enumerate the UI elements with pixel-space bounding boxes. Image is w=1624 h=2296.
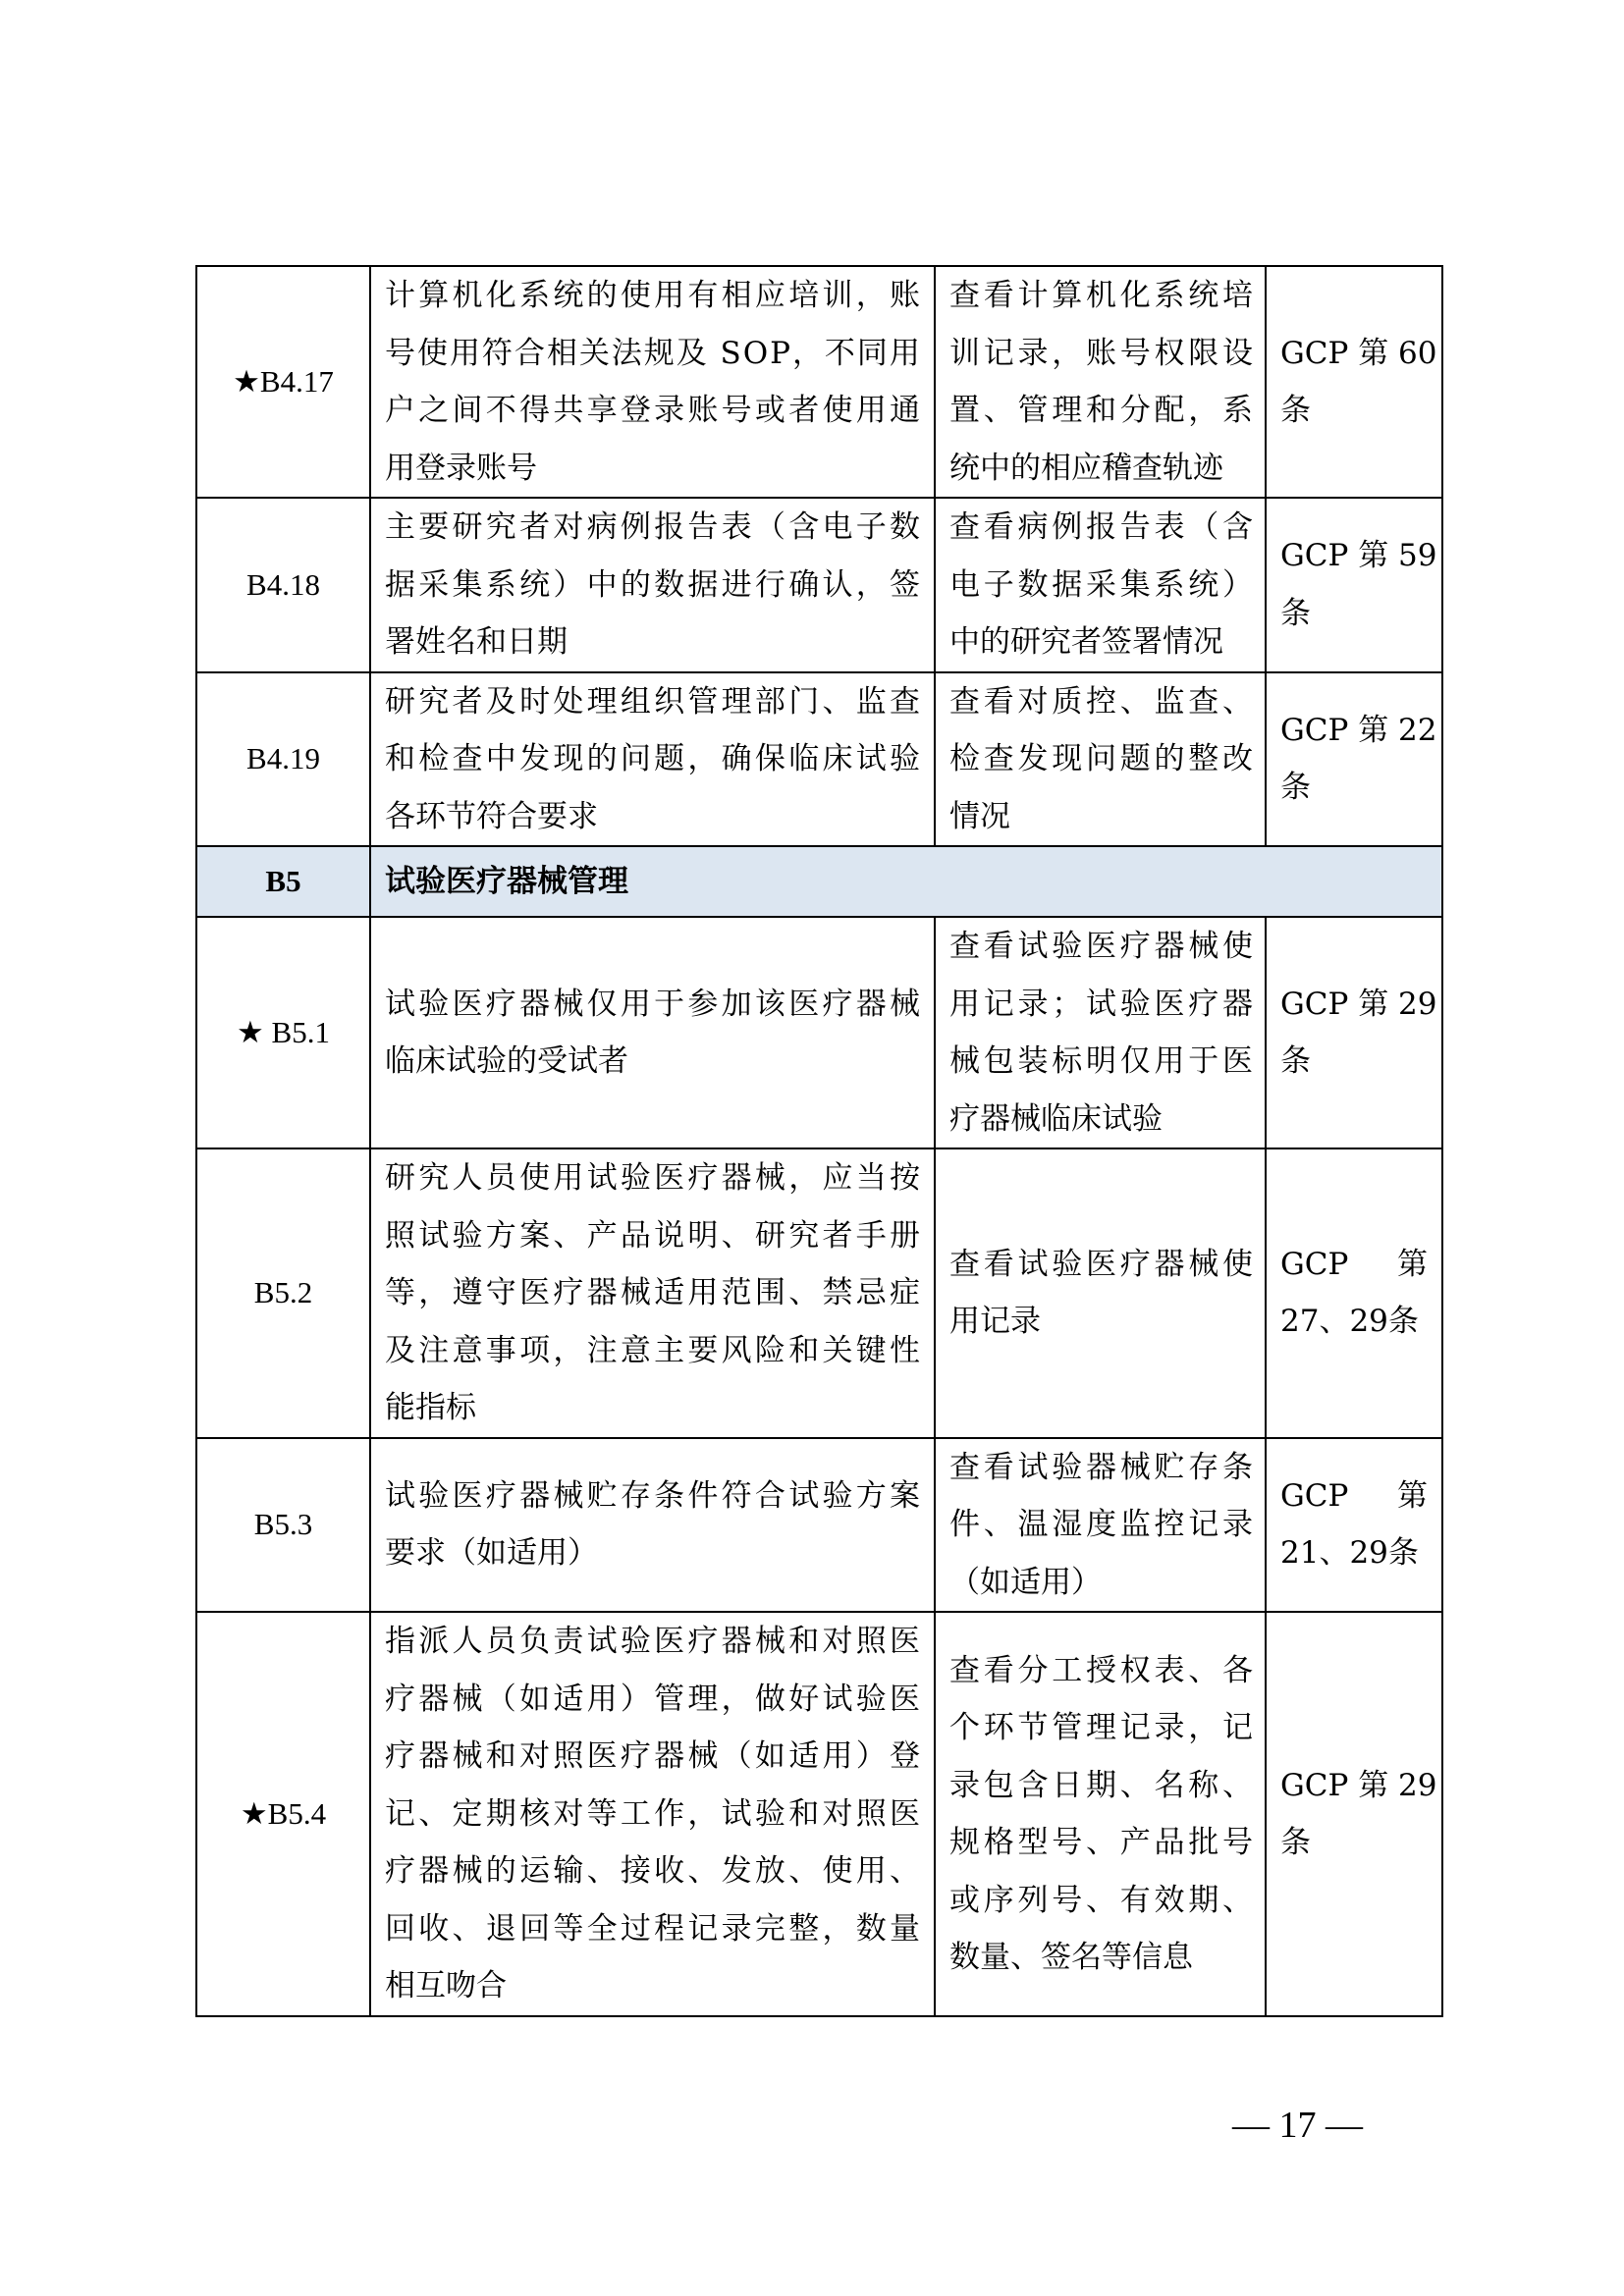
- basis-cell: [1266, 498, 1442, 672]
- requirement-line: 指 派 人 员 负 责 试 验 医 疗 器 械 和 对 照 医: [385, 1624, 920, 1660]
- method-line: 械 包 装 标 明 仅 用 于 医: [949, 1043, 1253, 1079]
- item-id: B5.2: [196, 1148, 370, 1438]
- item-id: ★ B5.1: [196, 917, 370, 1148]
- requirement-line: 临床试验的受试者: [385, 1043, 628, 1079]
- basis-cell: [1266, 672, 1442, 847]
- requirement-cell: [370, 498, 935, 672]
- checklist-table-body: [196, 266, 1442, 2016]
- requirement-line: 疗 器 械 的 运 输 、 接 收 、 发 放 、 使 用 、: [385, 1853, 920, 1890]
- method-line: 查 看 病 例 报 告 表 （ 含: [949, 509, 1253, 545]
- method-cell: [935, 498, 1266, 672]
- method-cell: [935, 1612, 1266, 2016]
- requirement-line: 要求（如适用）: [385, 1535, 598, 1572]
- basis-line: GCP 第: [1280, 1246, 1428, 1282]
- method-line: 查 看 试 验 医 疗 器 械 使: [949, 1246, 1253, 1282]
- requirement-cell: [370, 266, 935, 498]
- method-line: 电 子 数 据 采 集 系 统 ）: [949, 566, 1253, 603]
- requirement-line: 各环节符合要求: [385, 798, 598, 834]
- checklist-table: [195, 265, 1443, 2017]
- basis-line: 条: [1280, 393, 1311, 428]
- requirement-line: 记 、 定 期 核 对 等 工 作 ， 试 验 和 对 照 医: [385, 1795, 920, 1832]
- basis-line: 条: [1280, 595, 1311, 631]
- method-cell: [935, 672, 1266, 847]
- method-line: 规 格 型 号 、 产 品 批 号: [949, 1825, 1253, 1860]
- method-line: 用 记 录 ； 试 验 医 疗 器: [949, 986, 1253, 1022]
- basis-line: GCP 第 29: [1280, 1767, 1437, 1803]
- method-line: 置 、 管 理 和 分 配 ， 系: [949, 393, 1253, 428]
- section-row: [196, 846, 1442, 917]
- requirement-line: 研 究 人 员 使 用 试 验 医 疗 器 械 ， 应 当 按: [385, 1160, 920, 1196]
- method-cell: [935, 1438, 1266, 1613]
- method-line: （如适用）: [949, 1564, 1102, 1600]
- method-line: 查 看 对 质 控 、 监 查 、: [949, 683, 1253, 720]
- method-line: 录 包 含 日 期 、 名 称 、: [949, 1767, 1253, 1803]
- requirement-line: 回 收 、 退 回 等 全 过 程 记 录 完 整 ， 数 量: [385, 1910, 920, 1947]
- requirement-line: 照 试 验 方 案 、 产 品 说 明 、 研 究 者 手 册: [385, 1217, 920, 1254]
- requirement-cell: [370, 1148, 935, 1438]
- basis-cell: [1266, 1148, 1442, 1438]
- requirement-cell: [370, 672, 935, 847]
- requirement-line: 号 使 用 符 合 相 关 法 规 及 S O P ， 不 同 用: [385, 335, 920, 371]
- basis-line: GCP 第 60: [1280, 335, 1437, 371]
- section-id: B5: [196, 846, 370, 917]
- item-id: ★B5.4: [196, 1612, 370, 2016]
- item-id: B5.3: [196, 1438, 370, 1613]
- table-row: [196, 498, 1442, 672]
- requirement-line: 试 验 医 疗 器 械 贮 存 条 件 符 合 试 验 方 案: [385, 1477, 920, 1514]
- item-id: ★B4.17: [196, 266, 370, 498]
- method-line: 疗器械临床试验: [949, 1100, 1163, 1137]
- requirement-cell: [370, 917, 935, 1148]
- requirement-line: 据 采 集 系 统 ） 中 的 数 据 进 行 确 认 ， 签: [385, 566, 920, 603]
- method-line: 查 看 试 验 器 械 贮 存 条: [949, 1449, 1253, 1485]
- method-line: 中的研究者签署情况: [949, 624, 1223, 660]
- table-row: [196, 1148, 1442, 1438]
- requirement-line: 主 要 研 究 者 对 病 例 报 告 表 （ 含 电 子 数: [385, 509, 920, 545]
- table-row: [196, 917, 1442, 1148]
- method-line: 用记录: [949, 1304, 1041, 1340]
- basis-line: GCP 第 59: [1280, 538, 1437, 574]
- method-line: 训 记 录 ， 账 号 权 限 设: [949, 335, 1253, 371]
- requirement-line: 疗 器 械 和 对 照 医 疗 器 械 （ 如 适 用 ） 登: [385, 1738, 920, 1775]
- method-cell: [935, 917, 1266, 1148]
- method-line: 查 看 试 验 医 疗 器 械 使: [949, 929, 1253, 964]
- method-cell: [935, 1148, 1266, 1438]
- table-row: [196, 1612, 1442, 2016]
- basis-line: 条: [1280, 1043, 1311, 1079]
- basis-line: 27、29条: [1280, 1304, 1419, 1340]
- method-line: 查 看 计 算 机 化 系 统 培: [949, 278, 1253, 313]
- method-line: 或 序 列 号 、 有 效 期 、: [949, 1882, 1253, 1918]
- basis-line: GCP 第: [1280, 1477, 1428, 1514]
- requirement-line: 署姓名和日期: [385, 624, 568, 660]
- method-cell: [935, 266, 1266, 498]
- item-id: B4.18: [196, 498, 370, 672]
- requirement-line: 等 ， 遵 守 医 疗 器 械 适 用 范 围 、 禁 忌 症: [385, 1275, 920, 1310]
- basis-line: GCP 第 29: [1280, 986, 1437, 1022]
- method-line: 件 、 温 湿 度 监 控 记 录: [949, 1507, 1253, 1542]
- basis-cell: [1266, 917, 1442, 1148]
- table-row: [196, 266, 1442, 498]
- requirement-line: 试 验 医 疗 器 械 仅 用 于 参 加 该 医 疗 器 械: [385, 986, 920, 1022]
- requirement-line: 和 检 查 中 发 现 的 问 题 ， 确 保 临 床 试 验: [385, 741, 920, 776]
- requirement-line: 计 算 机 化 系 统 的 使 用 有 相 应 培 训 ， 账: [385, 278, 920, 313]
- requirement-line: 疗 器 械 （ 如 适 用 ） 管 理 ， 做 好 试 验 医: [385, 1681, 920, 1717]
- requirement-cell: [370, 1612, 935, 2016]
- item-id: B4.19: [196, 672, 370, 847]
- page-number: — 17 —: [1232, 2105, 1363, 2146]
- section-title: 试验医疗器械管理: [370, 846, 1442, 917]
- requirement-line: 及 注 意 事 项 ， 注 意 主 要 风 险 和 关 键 性: [385, 1332, 920, 1368]
- method-line: 检 查 发 现 问 题 的 整 改: [949, 741, 1253, 776]
- method-line: 数量、签名等信息: [949, 1940, 1193, 1975]
- requirement-line: 户 之 间 不 得 共 享 登 录 账 号 或 者 使 用 通: [385, 393, 920, 428]
- requirement-line: 用登录账号: [385, 450, 537, 486]
- basis-line: 条: [1280, 1825, 1311, 1860]
- method-line: 查 看 分 工 授 权 表 、 各: [949, 1652, 1253, 1688]
- basis-cell: [1266, 1438, 1442, 1613]
- basis-line: 21、29条: [1280, 1535, 1419, 1572]
- method-line: 个 环 节 管 理 记 录 ， 记: [949, 1710, 1253, 1745]
- basis-line: 条: [1280, 770, 1311, 806]
- requirement-cell: [370, 1438, 935, 1613]
- requirement-line: 相互吻合: [385, 1968, 507, 2004]
- basis-cell: [1266, 266, 1442, 498]
- method-line: 情况: [949, 798, 1010, 834]
- basis-cell: [1266, 1612, 1442, 2016]
- basis-line: GCP 第 22: [1280, 712, 1437, 748]
- requirement-line: 研 究 者 及 时 处 理 组 织 管 理 部 门 、 监 查: [385, 683, 920, 720]
- table-row: [196, 672, 1442, 847]
- requirement-line: 能指标: [385, 1390, 476, 1425]
- method-line: 统中的相应稽查轨迹: [949, 450, 1223, 486]
- table-row: [196, 1438, 1442, 1613]
